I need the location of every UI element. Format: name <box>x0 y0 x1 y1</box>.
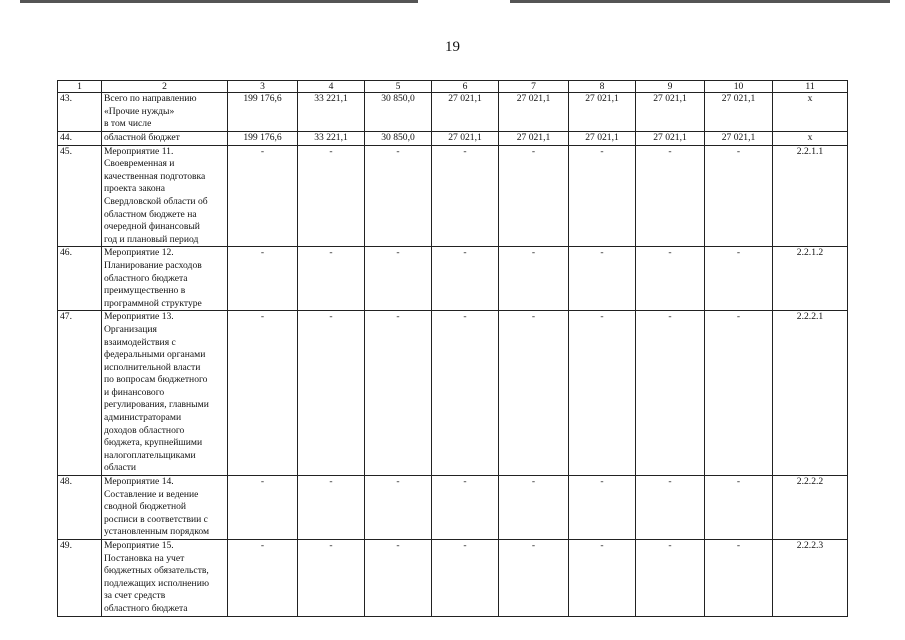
table-row <box>58 476 848 540</box>
column-number: 3 <box>228 81 298 93</box>
target-code: 2.2.2.2 <box>773 476 848 540</box>
description-line: Мероприятие 11. <box>104 145 174 157</box>
column-number: 1 <box>58 81 102 93</box>
row-description <box>102 247 228 311</box>
description-line: проекта закона <box>104 183 166 195</box>
description-line: качественная подготовка <box>104 170 206 182</box>
table-row <box>58 540 848 617</box>
description-line: год и плановый период <box>104 233 199 245</box>
value-cell: - <box>432 247 499 311</box>
description-line: регулирования, главными <box>104 399 209 411</box>
value-cell: - <box>228 311 298 476</box>
value-cell: - <box>705 247 773 311</box>
value-cell: 33 221,1 <box>298 93 365 132</box>
value-cell: 27 021,1 <box>569 132 636 146</box>
description-line: области <box>104 462 137 474</box>
column-number: 4 <box>298 81 365 93</box>
description-line: бюджетных обязательств, <box>104 565 209 577</box>
table-body <box>58 81 848 617</box>
row-number: 46. <box>58 247 102 311</box>
value-cell: 199 176,6 <box>228 93 298 132</box>
description-line: Свердловской области об <box>104 195 208 207</box>
description-line: очередной финансовый <box>104 221 200 233</box>
value-cell: 30 850,0 <box>365 132 432 146</box>
column-number: 2 <box>102 81 228 93</box>
column-number: 7 <box>499 81 569 93</box>
description-line: Мероприятие 14. <box>104 476 174 488</box>
value-cell: 199 176,6 <box>228 132 298 146</box>
row-description <box>102 540 228 617</box>
row-description <box>102 93 228 132</box>
value-cell: - <box>499 476 569 540</box>
table-row <box>58 145 848 247</box>
description-line: Планирование расходов <box>104 259 202 271</box>
description-line: «Прочие нужды» <box>104 105 175 117</box>
column-number-row <box>58 81 848 93</box>
column-number: 10 <box>705 81 773 93</box>
value-cell: - <box>365 476 432 540</box>
value-cell: - <box>432 540 499 617</box>
description-line: преимущественно в <box>104 285 186 297</box>
value-cell: 33 221,1 <box>298 132 365 146</box>
description-line: Своевременная и <box>104 158 175 170</box>
value-cell: 27 021,1 <box>569 93 636 132</box>
value-cell: - <box>365 145 432 247</box>
value-cell: - <box>228 476 298 540</box>
description-line: сводной бюджетной <box>104 501 187 513</box>
description-line: Мероприятие 15. <box>104 540 174 551</box>
row-description <box>102 132 228 146</box>
description-line: подлежащих исполнению <box>104 577 209 589</box>
description-line: Организация <box>104 323 157 335</box>
row-number: 45. <box>58 145 102 247</box>
table-row <box>58 93 848 132</box>
column-number: 8 <box>569 81 636 93</box>
value-cell: - <box>298 540 365 617</box>
budget-table <box>57 80 848 617</box>
description-line: взаимодействия с <box>104 336 176 348</box>
description-line: Составление и ведение <box>104 488 199 500</box>
page-number: 19 <box>445 39 460 55</box>
value-cell: - <box>432 476 499 540</box>
description-line: Мероприятие 12. <box>104 247 174 259</box>
description-line: бюджета, крупнейшими <box>104 437 203 449</box>
value-cell: - <box>499 247 569 311</box>
value-cell: - <box>569 311 636 476</box>
value-cell: - <box>636 311 705 476</box>
description-line: программной структуре <box>104 297 202 309</box>
column-number: 9 <box>636 81 705 93</box>
description-line: областной бюджет <box>104 132 180 143</box>
description-line: по вопросам бюджетного <box>104 374 208 386</box>
description-line: исполнительной власти <box>104 361 201 373</box>
value-cell: - <box>499 145 569 247</box>
value-cell: - <box>298 247 365 311</box>
row-description <box>102 145 228 247</box>
value-cell: - <box>636 476 705 540</box>
value-cell: - <box>499 540 569 617</box>
value-cell: - <box>636 247 705 311</box>
table-row <box>58 247 848 311</box>
row-description <box>102 476 228 540</box>
value-cell: 27 021,1 <box>432 93 499 132</box>
description-line: областного бюджета <box>104 272 188 284</box>
row-number: 44. <box>58 132 102 146</box>
description-line: налогоплательщиками <box>104 449 196 461</box>
description-line: Постановка на учет <box>104 552 185 564</box>
description-line: областного бюджета <box>104 602 188 614</box>
description-line: установленным порядком <box>104 526 210 538</box>
scan-edge-right <box>510 0 890 3</box>
description-line: Всего по направлению <box>104 93 197 104</box>
value-cell: - <box>298 145 365 247</box>
value-cell: - <box>228 145 298 247</box>
description-line: администраторами <box>104 412 182 424</box>
target-code: 2.2.2.1 <box>773 311 848 476</box>
value-cell: - <box>365 540 432 617</box>
table-row <box>58 311 848 476</box>
row-number: 43. <box>58 93 102 132</box>
target-code: 2.2.2.3 <box>773 540 848 617</box>
value-cell: - <box>569 540 636 617</box>
description-line: в том числе <box>104 118 152 130</box>
value-cell: - <box>228 540 298 617</box>
value-cell: 27 021,1 <box>499 132 569 146</box>
value-cell: - <box>228 247 298 311</box>
description-line: и финансового <box>104 386 165 398</box>
value-cell: - <box>705 311 773 476</box>
value-cell: - <box>298 476 365 540</box>
table-row <box>58 132 848 146</box>
row-number: 47. <box>58 311 102 476</box>
value-cell: 27 021,1 <box>499 93 569 132</box>
target-code: 2.2.1.1 <box>773 145 848 247</box>
target-code: х <box>773 132 848 146</box>
value-cell: - <box>569 247 636 311</box>
value-cell: - <box>365 311 432 476</box>
value-cell: - <box>298 311 365 476</box>
target-code: 2.2.1.2 <box>773 247 848 311</box>
column-number: 6 <box>432 81 499 93</box>
column-number: 11 <box>773 81 848 93</box>
value-cell: - <box>636 540 705 617</box>
value-cell: 27 021,1 <box>636 132 705 146</box>
value-cell: - <box>432 311 499 476</box>
description-line: Мероприятие 13. <box>104 311 174 323</box>
value-cell: - <box>705 145 773 247</box>
value-cell: - <box>569 145 636 247</box>
row-description <box>102 311 228 476</box>
description-line: федеральными органами <box>104 349 206 361</box>
value-cell: 30 850,0 <box>365 93 432 132</box>
description-line: областном бюджете на <box>104 208 197 220</box>
description-line: доходов областного <box>104 424 185 436</box>
description-line: за счет средств <box>104 590 166 602</box>
value-cell: 27 021,1 <box>636 93 705 132</box>
scan-edge-left <box>20 0 418 3</box>
value-cell: 27 021,1 <box>432 132 499 146</box>
value-cell: - <box>432 145 499 247</box>
column-number: 5 <box>365 81 432 93</box>
value-cell: 27 021,1 <box>705 132 773 146</box>
target-code: х <box>773 93 848 132</box>
value-cell: - <box>705 540 773 617</box>
value-cell: - <box>365 247 432 311</box>
value-cell: - <box>636 145 705 247</box>
row-number: 49. <box>58 540 102 617</box>
row-number: 48. <box>58 476 102 540</box>
value-cell: - <box>705 476 773 540</box>
value-cell: - <box>569 476 636 540</box>
description-line: росписи в соответствии с <box>104 513 208 525</box>
value-cell: 27 021,1 <box>705 93 773 132</box>
value-cell: - <box>499 311 569 476</box>
